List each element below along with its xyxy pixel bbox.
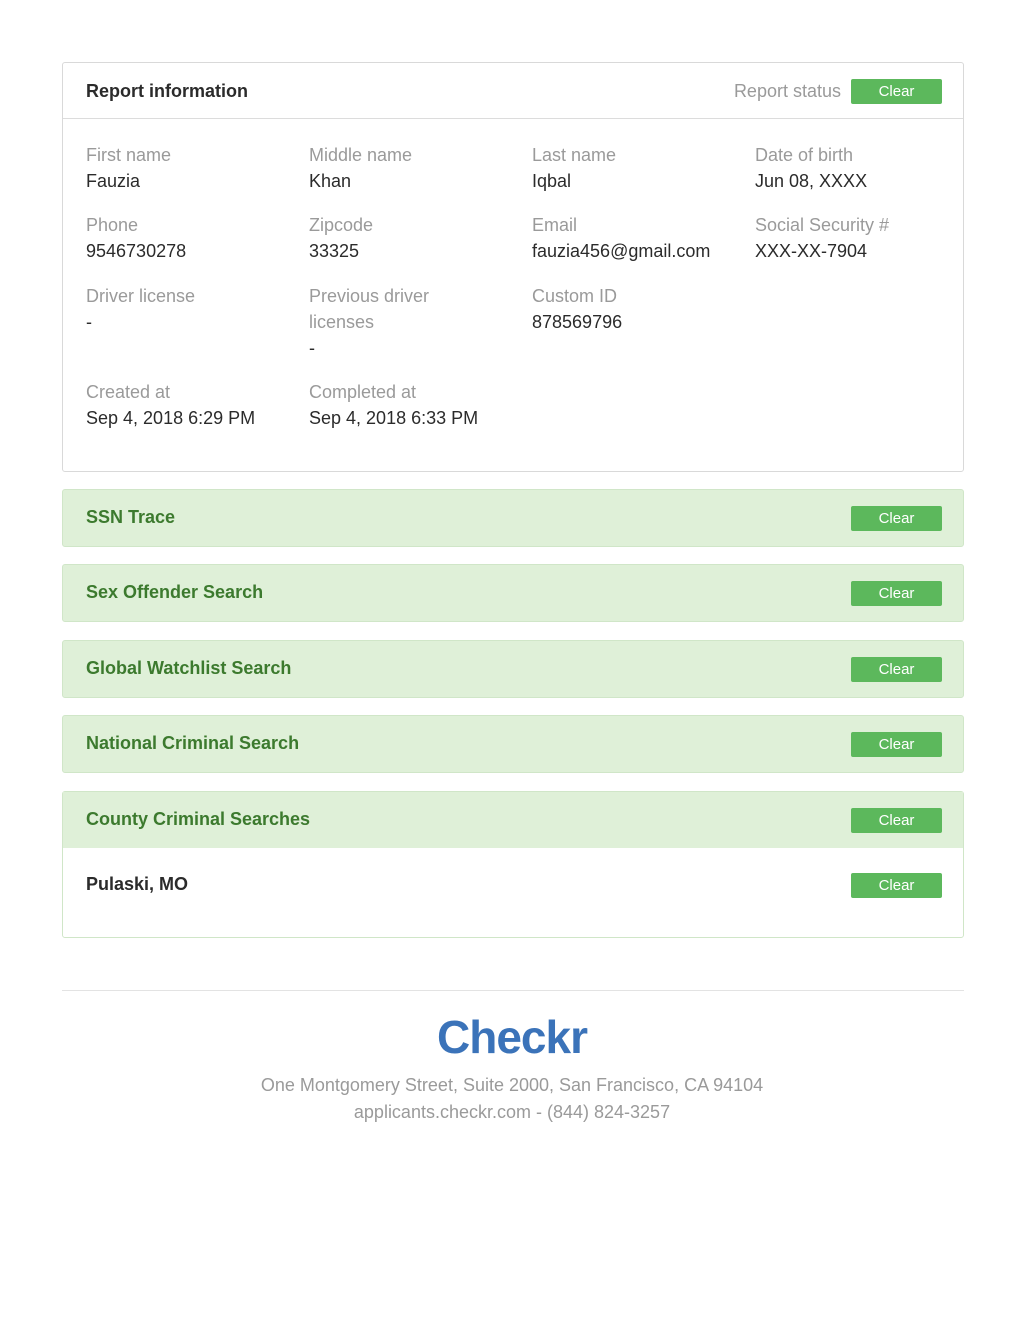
completed-at-field xyxy=(309,379,519,431)
report-information-header xyxy=(63,63,963,119)
ssn-label: Social Security # xyxy=(755,215,890,235)
middle-name-label: Middle name xyxy=(309,145,413,165)
driver-license-field xyxy=(86,283,296,335)
middle-name-value: Khan xyxy=(309,171,352,191)
custom-id-field xyxy=(532,283,742,335)
middle-name-field xyxy=(309,142,519,194)
sex-offender-search-status-badge: Clear xyxy=(851,581,942,606)
county-location: Pulaski, MO xyxy=(86,874,189,894)
created-at-label: Created at xyxy=(86,382,171,402)
previous-driver-licenses-value: - xyxy=(309,338,315,358)
county-criminal-searches-status-badge: Clear xyxy=(851,808,942,833)
phone-value: 9546730278 xyxy=(86,241,187,261)
zipcode-field xyxy=(309,212,519,264)
first-name-value: Fauzia xyxy=(86,171,141,191)
zipcode-value: 33325 xyxy=(309,241,360,261)
previous-driver-licenses-field xyxy=(309,283,519,361)
global-watchlist-search-status-badge: Clear xyxy=(851,657,942,682)
last-name-value: Iqbal xyxy=(532,171,572,191)
ssn-trace-status-badge: Clear xyxy=(851,506,942,531)
checkr-logo: Checkr xyxy=(437,1011,587,1063)
date-of-birth-field xyxy=(755,142,965,194)
report-information-title: Report information xyxy=(86,81,248,101)
driver-license-label: Driver license xyxy=(86,286,196,306)
county-criminal-searches-header xyxy=(63,792,963,848)
created-at-value: Sep 4, 2018 6:29 PM xyxy=(86,408,256,428)
driver-license-value: - xyxy=(86,312,92,332)
previous-driver-licenses-label-line1: Previous driver xyxy=(309,286,430,306)
report-status-badge: Clear xyxy=(851,79,942,104)
national-criminal-search-section xyxy=(62,715,964,773)
email-label: Email xyxy=(532,215,578,235)
county-row xyxy=(63,848,963,918)
sex-offender-search-title: Sex Offender Search xyxy=(86,582,264,602)
first-name-label: First name xyxy=(86,145,172,165)
last-name-field xyxy=(532,142,742,194)
date-of-birth-value: Jun 08, XXXX xyxy=(755,171,868,191)
custom-id-label: Custom ID xyxy=(532,286,618,306)
ssn-trace-title: SSN Trace xyxy=(86,507,176,527)
phone-label: Phone xyxy=(86,215,139,235)
completed-at-value: Sep 4, 2018 6:33 PM xyxy=(309,408,479,428)
first-name-field xyxy=(86,142,296,194)
previous-driver-licenses-label-line2: licenses xyxy=(309,312,375,332)
global-watchlist-search-title: Global Watchlist Search xyxy=(86,658,292,678)
date-of-birth-label: Date of birth xyxy=(755,145,854,165)
footer-divider xyxy=(62,990,964,991)
county-criminal-searches-title: County Criminal Searches xyxy=(86,809,311,829)
ssn-trace-section xyxy=(62,489,964,547)
email-value: fauzia456@gmail.com xyxy=(532,241,711,261)
sex-offender-search-section xyxy=(62,564,964,622)
report-information-card xyxy=(62,62,964,472)
national-criminal-search-status-badge: Clear xyxy=(851,732,942,757)
zipcode-label: Zipcode xyxy=(309,215,374,235)
phone-field xyxy=(86,212,296,264)
custom-id-value: 878569796 xyxy=(532,312,623,332)
footer-address: One Montgomery Street, Suite 2000, San Francisco, CA 94104 xyxy=(260,1075,764,1095)
footer-contact: applicants.checkr.com - (844) 824-3257 xyxy=(353,1102,671,1122)
created-at-field xyxy=(86,379,296,431)
completed-at-label: Completed at xyxy=(309,382,417,402)
national-criminal-search-title: National Criminal Search xyxy=(86,733,300,753)
ssn-field xyxy=(755,212,965,264)
county-row-status-badge: Clear xyxy=(851,873,942,898)
county-criminal-searches-section xyxy=(62,791,964,938)
last-name-label: Last name xyxy=(532,145,617,165)
global-watchlist-search-section xyxy=(62,640,964,698)
ssn-value: XXX-XX-7904 xyxy=(755,241,868,261)
email-field xyxy=(532,212,742,264)
report-status-label: Report status xyxy=(733,81,841,101)
